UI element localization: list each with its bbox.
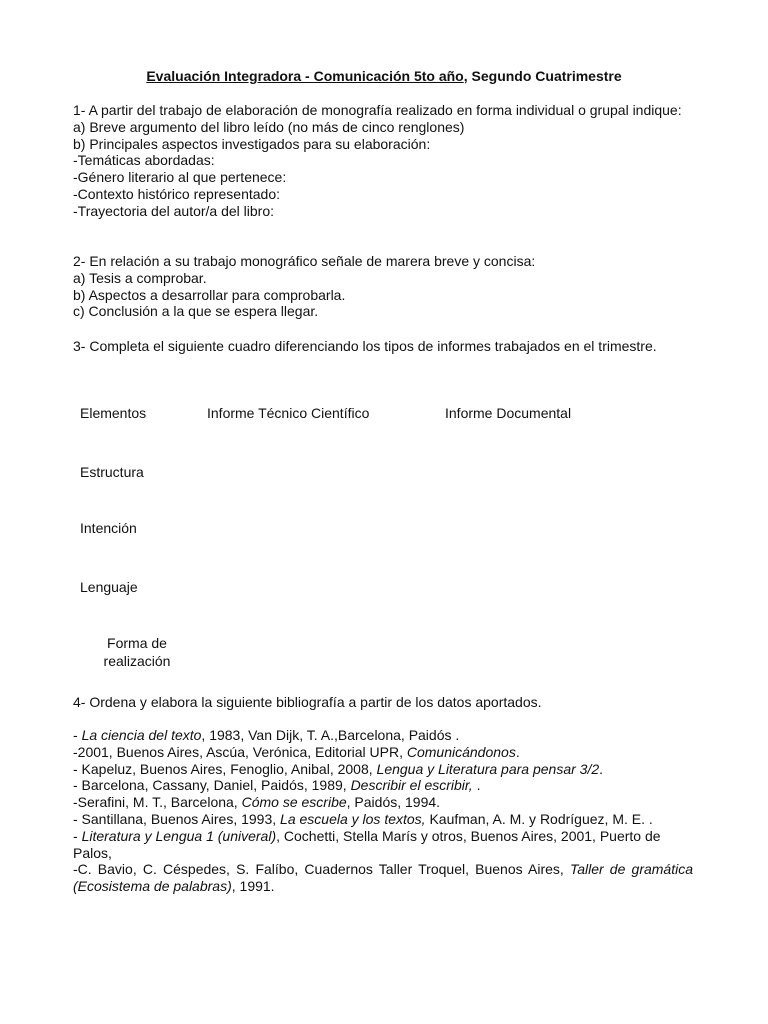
table-row-label-line: Forma de bbox=[107, 635, 167, 651]
bib-title: Describir el escribir, bbox=[350, 777, 473, 794]
question-1-item: -Género literario al que pertenece: bbox=[73, 169, 287, 186]
bibliography-list bbox=[73, 727, 693, 895]
bib-text: -Serafini, M. T., Barcelona, bbox=[73, 794, 242, 811]
bib-title: Cómo se escribe bbox=[241, 794, 347, 811]
bib-text: - Santillana, Buenos Aires, 1993, bbox=[73, 810, 281, 827]
question-3 bbox=[73, 338, 693, 355]
question-1-item: b) Principales aspectos investigados para su elaboración: bbox=[73, 135, 431, 152]
bib-text: -C. Bavio, C. Céspedes, S. Falíbo, Cuadernos Taller Troquel, Buenos Aires, bbox=[73, 861, 570, 878]
question-1-item: -Temáticas abordadas: bbox=[73, 152, 215, 169]
bib-text: , 1991. bbox=[231, 878, 275, 895]
bib-text: , 1983, Van Dijk, T. A.,Barcelona, Paidós . bbox=[201, 727, 460, 743]
title-suffix: , Segundo Cuatrimestre bbox=[463, 68, 622, 84]
bib-title: La escuela y los textos, bbox=[280, 810, 426, 827]
question-1-item: -Contexto histórico representado: bbox=[73, 185, 280, 202]
bib-text: Kaufman, A. M. y Rodríguez, M. E. . bbox=[425, 810, 653, 827]
bibliography-entry bbox=[73, 861, 693, 895]
bib-text: - bbox=[73, 727, 82, 743]
table-row-label: Intención bbox=[80, 520, 137, 536]
bibliography-entry bbox=[73, 727, 693, 744]
bib-text: - bbox=[73, 827, 82, 844]
bib-text: -2001, Buenos Aires, Ascúa, Verónica, Editorial UPR, bbox=[73, 743, 407, 760]
table-row-label: Estructura bbox=[80, 464, 144, 480]
table-header-informe-tecnico: Informe Técnico Científico bbox=[207, 405, 370, 421]
question-4-intro: 4- Ordena y elabora la siguiente bibliografía a partir de los datos aportados. bbox=[73, 694, 542, 710]
table-row-label: Lenguaje bbox=[80, 579, 138, 595]
question-2 bbox=[73, 253, 693, 320]
bib-text: - Barcelona, Cassany, Daniel, Paidós, 1989, bbox=[73, 777, 351, 794]
question-3-intro: 3- Completa el siguiente cuadro diferenciando los tipos de informes trabajados en el trimestre. bbox=[73, 338, 657, 354]
bib-text: - Kapeluz, Buenos Aires, Fenoglio, Anibal, 2008, bbox=[73, 760, 377, 777]
page-title bbox=[0, 68, 768, 84]
bibliography-entry bbox=[73, 811, 693, 828]
question-4 bbox=[73, 694, 693, 711]
bib-text: . bbox=[515, 743, 520, 760]
bibliography-entry bbox=[73, 777, 693, 794]
bib-title: Taller de gramática (Ecosistema de palabras) bbox=[73, 861, 693, 895]
bibliography-entry bbox=[73, 744, 693, 761]
bib-title: Lengua y Literatura para pensar 3/2 bbox=[376, 760, 600, 777]
bibliography-entry bbox=[73, 761, 693, 778]
table-row-label-line: realización bbox=[103, 653, 171, 669]
title-main: Evaluación Integradora - Comunicación 5to año bbox=[146, 68, 464, 84]
bib-text: . bbox=[472, 777, 481, 794]
bib-text: . bbox=[599, 760, 604, 777]
bib-title: Literatura y Lengua 1 (univeral) bbox=[81, 827, 277, 844]
question-1 bbox=[73, 102, 693, 220]
table-row-label bbox=[84, 634, 190, 670]
question-2-intro: 2- En relación a su trabajo monográfico señale de marera breve y concisa: bbox=[73, 253, 536, 269]
question-2-item: a) Tesis a comprobar. bbox=[73, 269, 207, 286]
question-2-item: b) Aspectos a desarrollar para comprobarla. bbox=[73, 286, 346, 303]
table-header-elementos: Elementos bbox=[80, 405, 147, 421]
table-header-informe-documental: Informe Documental bbox=[445, 405, 572, 421]
question-1-item: a) Breve argumento del libro leído (no más de cinco renglones) bbox=[73, 118, 465, 135]
question-2-item: c) Conclusión a la que se espera llegar. bbox=[73, 303, 319, 320]
question-1-intro: 1- A partir del trabajo de elaboración de monografía realizado en forma individual o grupal indique: bbox=[73, 102, 682, 118]
bibliography-entry bbox=[73, 794, 693, 811]
question-1-item: -Trayectoria del autor/a del libro: bbox=[73, 202, 275, 219]
bib-title: La ciencia del texto bbox=[81, 727, 202, 743]
bib-text: , Cochetti, Stella Marís y otros, Buenos Aires, 2001, Puerto de Palos, bbox=[73, 827, 661, 861]
bib-text: , Paidós, 1994. bbox=[346, 794, 441, 811]
bibliography-entry bbox=[73, 828, 693, 862]
bib-title: Comunicándonos bbox=[406, 743, 516, 760]
